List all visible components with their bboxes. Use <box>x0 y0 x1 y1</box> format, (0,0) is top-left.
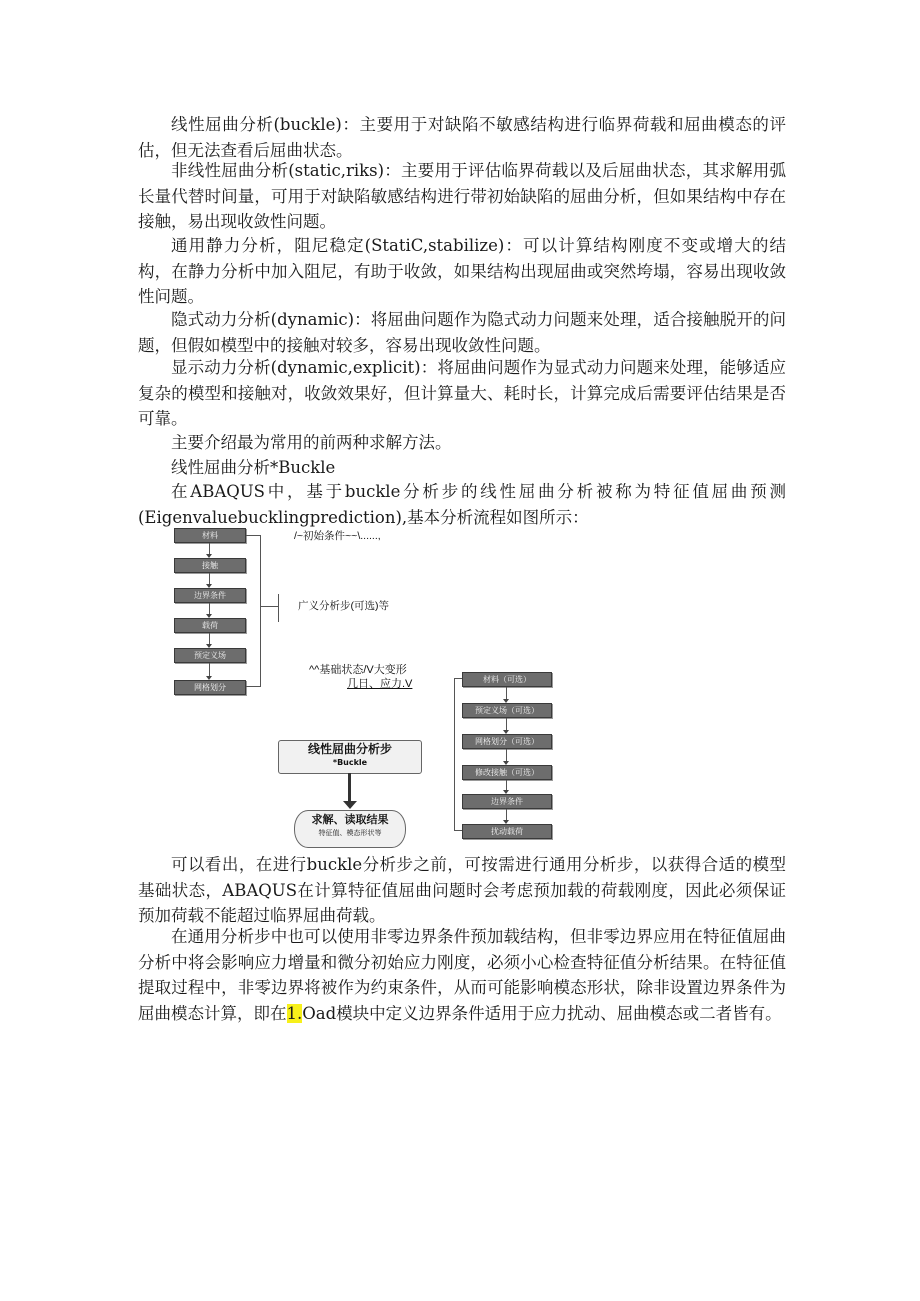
paragraph-nonzero-boundary <box>138 924 786 1026</box>
result-box <box>294 810 406 848</box>
label-base-state: ^^基础状态/V大变形 <box>309 664 407 676</box>
last-para-before: 在通用分析步中也可以使用非零边界条件预加载结构，但非零边界应用在特征值屈曲分析中将会影响应力增量和微分初始应力刚度，必须小心检查特征值分析结果。在特征值提取过程中，非零边界将被作为约束条件，从而可能影响模态形状，除非设置边界条件为屈曲模态计算，即在 <box>138 927 786 1023</box>
flow-box-contact: 接触 <box>174 558 246 573</box>
flow-box-material: 材料 <box>174 528 246 543</box>
right-box-boundary: 边界条件 <box>462 794 552 809</box>
label-general-step: 广义分析步(可选)等 <box>298 600 389 612</box>
buckle-step-box <box>278 740 422 774</box>
right-box-material: 材料（可选） <box>462 672 552 687</box>
paragraph-static-stabilize: 通用静力分析，阻尼稳定(StatiC,stabilize)：可以计算结构刚度不变或增大的结构，在静力分析中加入阻尼，有助于收敛，如果结构出现屈曲或突然垮塌，容易出现收敛性问题。 <box>138 236 786 306</box>
result-subtitle: 特征值、模态形状等 <box>318 829 382 837</box>
paragraph-nonlinear-buckle: 非线性屈曲分析(static,riks)：主要用于评估临界荷载以及后屈曲状态，其求解用弧长量代替时间量，可用于对缺陷敏感结构进行带初始缺陷的屈曲分析，但如果结构中存在接触，易出现收敛性问题。 <box>138 161 786 231</box>
right-box-mesh: 网格划分（可选） <box>462 734 552 749</box>
left-flow-diagram <box>172 526 284 698</box>
paragraph-section-heading: 线性屈曲分析*Buckle <box>171 458 336 477</box>
flow-box-boundary: 边界条件 <box>174 588 246 603</box>
right-box-contact: 修改接触（可选） <box>462 765 552 780</box>
right-box-predefined: 预定义场（可选） <box>462 703 552 718</box>
result-title: 求解、读取结果 <box>311 813 389 826</box>
paragraph-abaqus-intro: 在ABAQUS中，基于buckle分析步的线性屈曲分析被称为特征值屈曲预测(Eigenvaluebucklingprediction),基本分析流程如图所示： <box>138 482 786 527</box>
buckle-step-title: 线性屈曲分析步 <box>307 742 392 756</box>
paragraph-buckle-prestep: 可以看出，在进行buckle分析步之前，可按需进行通用分析步，以获得合适的模型基础状态，ABAQUS在计算特征值屈曲问题时会考虑预加载的荷载刚度，因此必须保证预加荷载不能超过临界屈曲荷载。 <box>138 855 786 925</box>
paragraph-linear-buckle: 线性屈曲分析(buckle)：主要用于对缺陷不敏感结构进行临界荷载和屈曲模态的评估，但无法查看后屈曲状态。 <box>138 115 786 160</box>
label-initial-conditions: /~初始条件~~\......, <box>294 530 381 542</box>
flow-box-load: 载荷 <box>174 618 246 633</box>
paragraph-explicit-dynamic: 显示动力分析(dynamic,explicit)：将屈曲问题作为显式动力问题来处理，能够适应复杂的模型和接触对，收敛效果好，但计算量大、耗时长，计算完成后需要评估结果是否可靠。 <box>138 358 786 428</box>
highlight-1: 1. <box>286 1003 303 1023</box>
right-box-perturbation: 扰动载荷 <box>462 824 552 839</box>
buckle-step-subtitle: *Buckle <box>332 758 368 767</box>
center-flow-diagram <box>276 740 426 850</box>
paragraph-implicit-dynamic: 隐式动力分析(dynamic)：将屈曲问题作为隐式动力问题来处理，适合接触脱开的问题，但假如模型中的接触对较多，容易出现收敛性问题。 <box>138 310 786 355</box>
right-flow-diagram <box>450 670 556 840</box>
label-base-state-2: 几日、应力.V <box>347 678 413 690</box>
flow-box-mesh: 网格划分 <box>174 680 246 695</box>
flow-box-predefined: 预定义场 <box>174 648 246 663</box>
last-para-after: Oad模块中定义边界条件适用于应力扰动、屈曲模态或二者皆有。 <box>302 1003 782 1023</box>
paragraph-intro-methods: 主要介绍最为常用的前两种求解方法。 <box>171 433 452 452</box>
